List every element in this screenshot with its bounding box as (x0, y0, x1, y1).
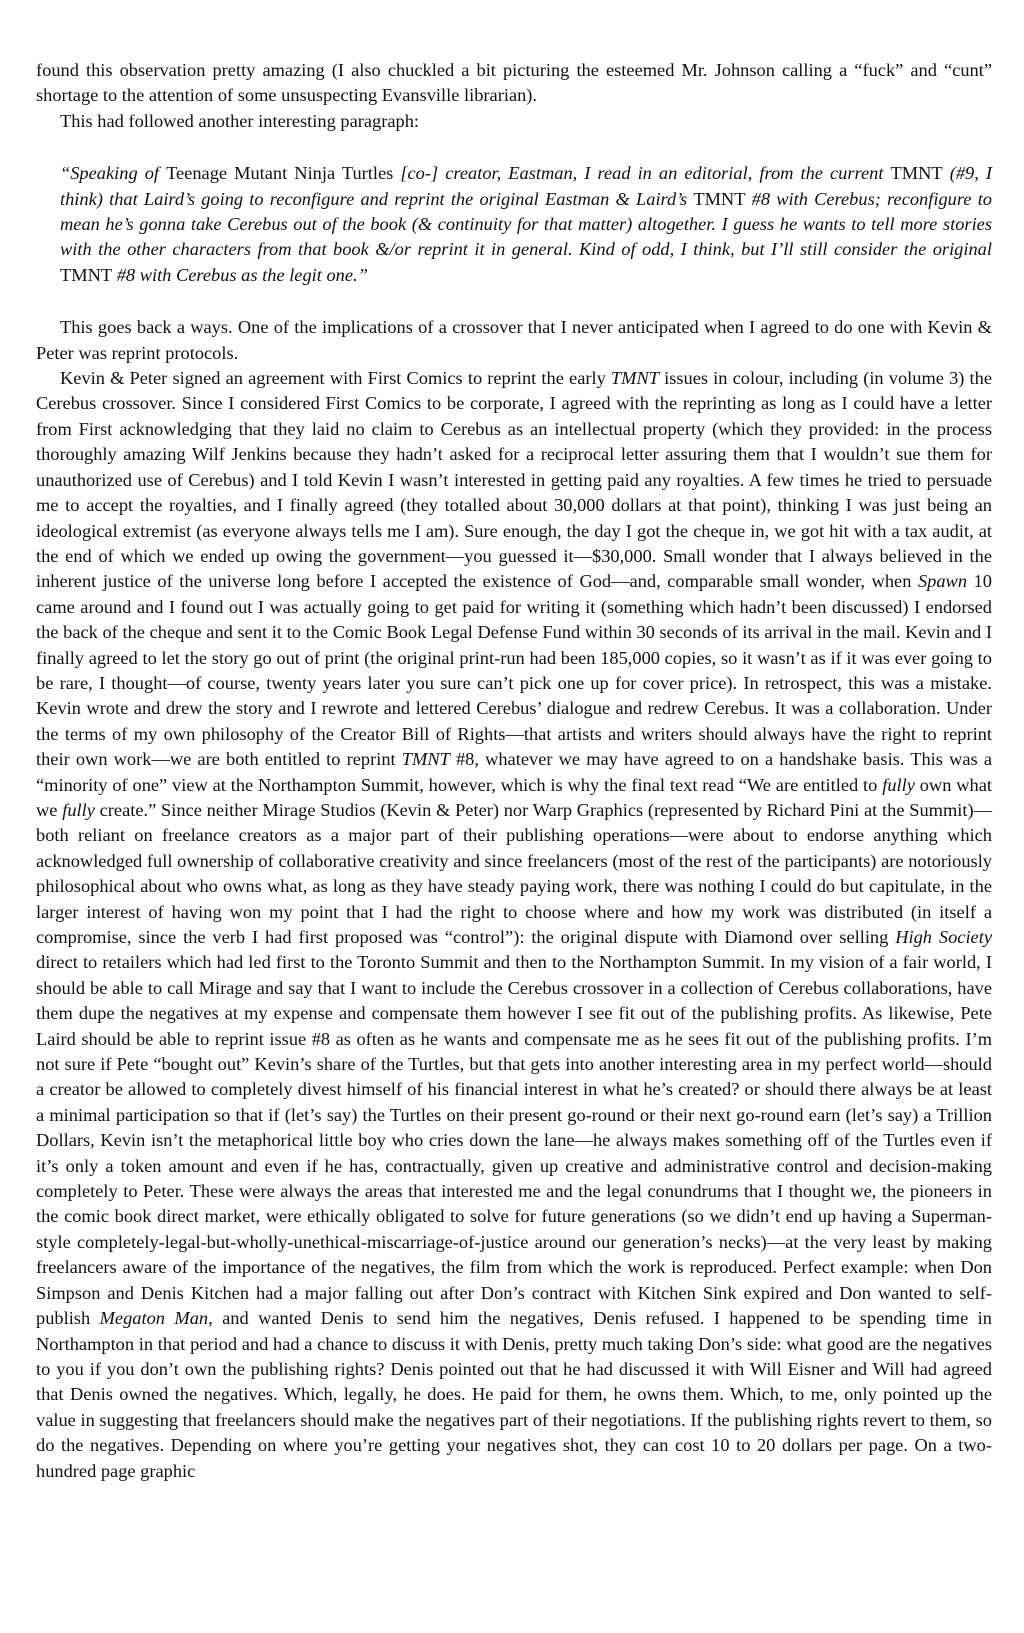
title-tmnt: TMNT (610, 368, 659, 389)
title-tmnt: TMNT (401, 749, 450, 770)
body-text: Kevin & Peter signed an agreement with First Comics to reprint the early (60, 368, 611, 389)
body-text: #8, whatever we may have agreed to on a handshake basis. This was a “minority of one” view at the Northampton Summit, however, which is why the final text read “We are entitled to (36, 749, 992, 795)
emphasis-fully: fully (62, 799, 95, 820)
block-quote (36, 161, 992, 288)
body-text: issues in colour, including (in volume 3) the Cerebus crossover. Since I considered First Comics to be corporate, I agreed with the reprinting as long as I could have a letter from First acknowledging that they laid no claim to Cerebus as an intellectual property (which they provided: in the process thoroughly amazing Wilf Jenkins because they hadn’t asked for a reciprocal letter assuring them that I wouldn’t sue them for unauthorized use of Cerebus) and I told Kevin I wasn’t interested in getting paid any royalties. A few times he tried to persuade me to accept the royalties, and I finally agreed (they totalled about 30,000 dollars at that point), thinking I was just being an ideological extremist (as everyone always tells me I am). Sure enough, the day I got the cheque in, we got hit with a tax audit, at the end of which we ended up owing the government—you guessed it—$30,000. Small wonder that I always believed in the inherent justice of the universe long before I accepted the existence of God—and, comparable small wonder, when (36, 368, 992, 592)
quote-text: [co-] creator, Eastman, I read in an editorial, from the current (393, 163, 891, 184)
paragraph-reprint-protocols: This goes back a ways. One of the implications of a crossover that I never anticipated when I agreed to do one with Kevin & Peter was reprint protocols. (36, 317, 992, 363)
paragraph-intro-quote: This had followed another interesting paragraph: (60, 110, 420, 131)
quote-title: TMNT (60, 264, 113, 285)
quote-text: “Speaking of (60, 163, 167, 184)
emphasis-fully: fully (882, 774, 915, 795)
quote-title: TMNT (890, 163, 943, 184)
paragraph-continuation: found this observation pretty amazing (I also chuckled a bit picturing the esteemed Mr. Johnson calling a “fuck” and “cunt” shortage to the attention of some unsuspecting Evansville librarian). (36, 60, 992, 106)
body-text: 10 came around and I found out I was actually going to get paid for writing it (something which hadn’t been discussed) I endorsed the back of the cheque and sent it to the Comic Book Legal Defense Fund within 30 seconds of its arrival in the mail. Kevin and I finally agreed to let the story go out of print (the original print-run had been 185,000 copies, so it wasn’t as if it was ever going to be rare, I thought—of course, twenty years later you sure can’t pick one up for cover price). In retrospect, this was a mistake. Kevin wrote and drew the story and I rewrote and lettered Cerebus’ dialogue and redrew Cerebus. It was a collaboration. Under the terms of my own philosophy of the Creator Bill of Rights—that artists and writers should always have the right to reprint their own work—we are both entitled to reprint (36, 571, 992, 770)
quote-text: #8 with Cerebus; reconfigure to mean he’s gonna take Cerebus out of the book (& continuity for that matter) altogether. I guess he wants to tell more stories with the other characters from that book &/or reprint it in general. Kind of odd, I think, but I’ll still consider the original (60, 188, 992, 260)
body-text: create.” Since neither Mirage Studios (Kevin & Peter) nor Warp Graphics (represented by Richard Pini at the Summit)— both reliant on freelance creators as a major part of their publishing operations—were about to endorse anything which acknowledged full ownership of collaborative creativity and since freelancers (most of the rest of the participants) are notoriously philosophical about who owns what, as long as they have steady paying work, there was nothing I could do but capitulate, in the larger interest of having won my point that I had the right to choose where and how my work was distributed (in itself a compromise, since the verb I had first proposed was “control”): the original dispute with Diamond over selling (36, 799, 993, 947)
body-text: own what we (36, 774, 992, 820)
quote-title: TMNT (693, 188, 746, 209)
body-text: direct to retailers which had led first to the Toronto Summit and then to the Northampton Summit. In my vision of a fair world, I should be able to call Mirage and say that I want to include the Cerebus crossover in a collection of Cerebus collaborations, have them dupe the negatives at my expense and compensate them however I see fit out of the publishing profits. As likewise, Pete Laird should be able to reprint issue #8 as often as he wants and compensate me as he sees fit out of the publishing profits. I’m not sure if Pete “bought out” Kevin’s share of the Turtles, but that gets into another interesting area in my perfect world—should a creator be allowed to completely divest himself of his financial interest in what he’s created? or should there always be at least a minimal participation so that if (let’s say) the Turtles on their present go-round or their next go-round earn (let’s say) a Trillion Dollars, Kevin isn’t the metaphorical little boy who cries down the lane—he always makes something off of the Turtles even if it’s only a token amount and even if he has, contractually, given up creative and administrative control and decision-making completely to Peter. These were always the areas that interested me and the legal conundrums that I thought we, the pioneers in the comic book direct market, were ethically obligated to solve for future generations (so we didn’t end up having a Superman-style completely-legal-but-wholly-unethical-miscarriage-of-justice around our generation’s necks)—at the very least by making freelancers aware of the importance of the negatives, the film from which the work is reproduced. Perfect example: when Don Simpson and Denis Kitchen had a major falling out after Don’s contract with Kitchen Sink expired and Don wanted to self-publish (36, 952, 992, 1329)
title-spawn: Spawn (917, 571, 968, 592)
body-text: , and wanted Denis to send him the negatives, Denis refused. I happened to be spending time in Northampton in that period and had a chance to discuss it with Denis, pretty much taking Don’s side: what good are the negatives to you if you don’t own the publishing rights? Denis pointed out that he had discussed it with Will Eisner and Will had agreed that Denis owned the negatives. Which, legally, he does. He paid for them, he owns them. Which, to me, only pointed up the value in suggesting that freelancers should make the negatives part of their negotiations. If the publishing rights revert to them, so do the negatives. Depending on where you’re getting your negatives shot, they can cost 10 to 20 dollars per page. On a two-hundred page graphic (36, 1308, 992, 1481)
quote-text: #8 with Cerebus as the legit one.” (112, 264, 368, 285)
quote-title: Teenage Mutant Ninja Turtles (166, 163, 394, 184)
paragraph-main (36, 366, 992, 1484)
title-megaton-man: Megaton Man (99, 1308, 209, 1329)
title-high-society: High Society (895, 927, 992, 947)
quote-text: (#9, I think) that Laird’s going to reconfigure and reprint the original Eastman & Laird’s (60, 163, 992, 209)
